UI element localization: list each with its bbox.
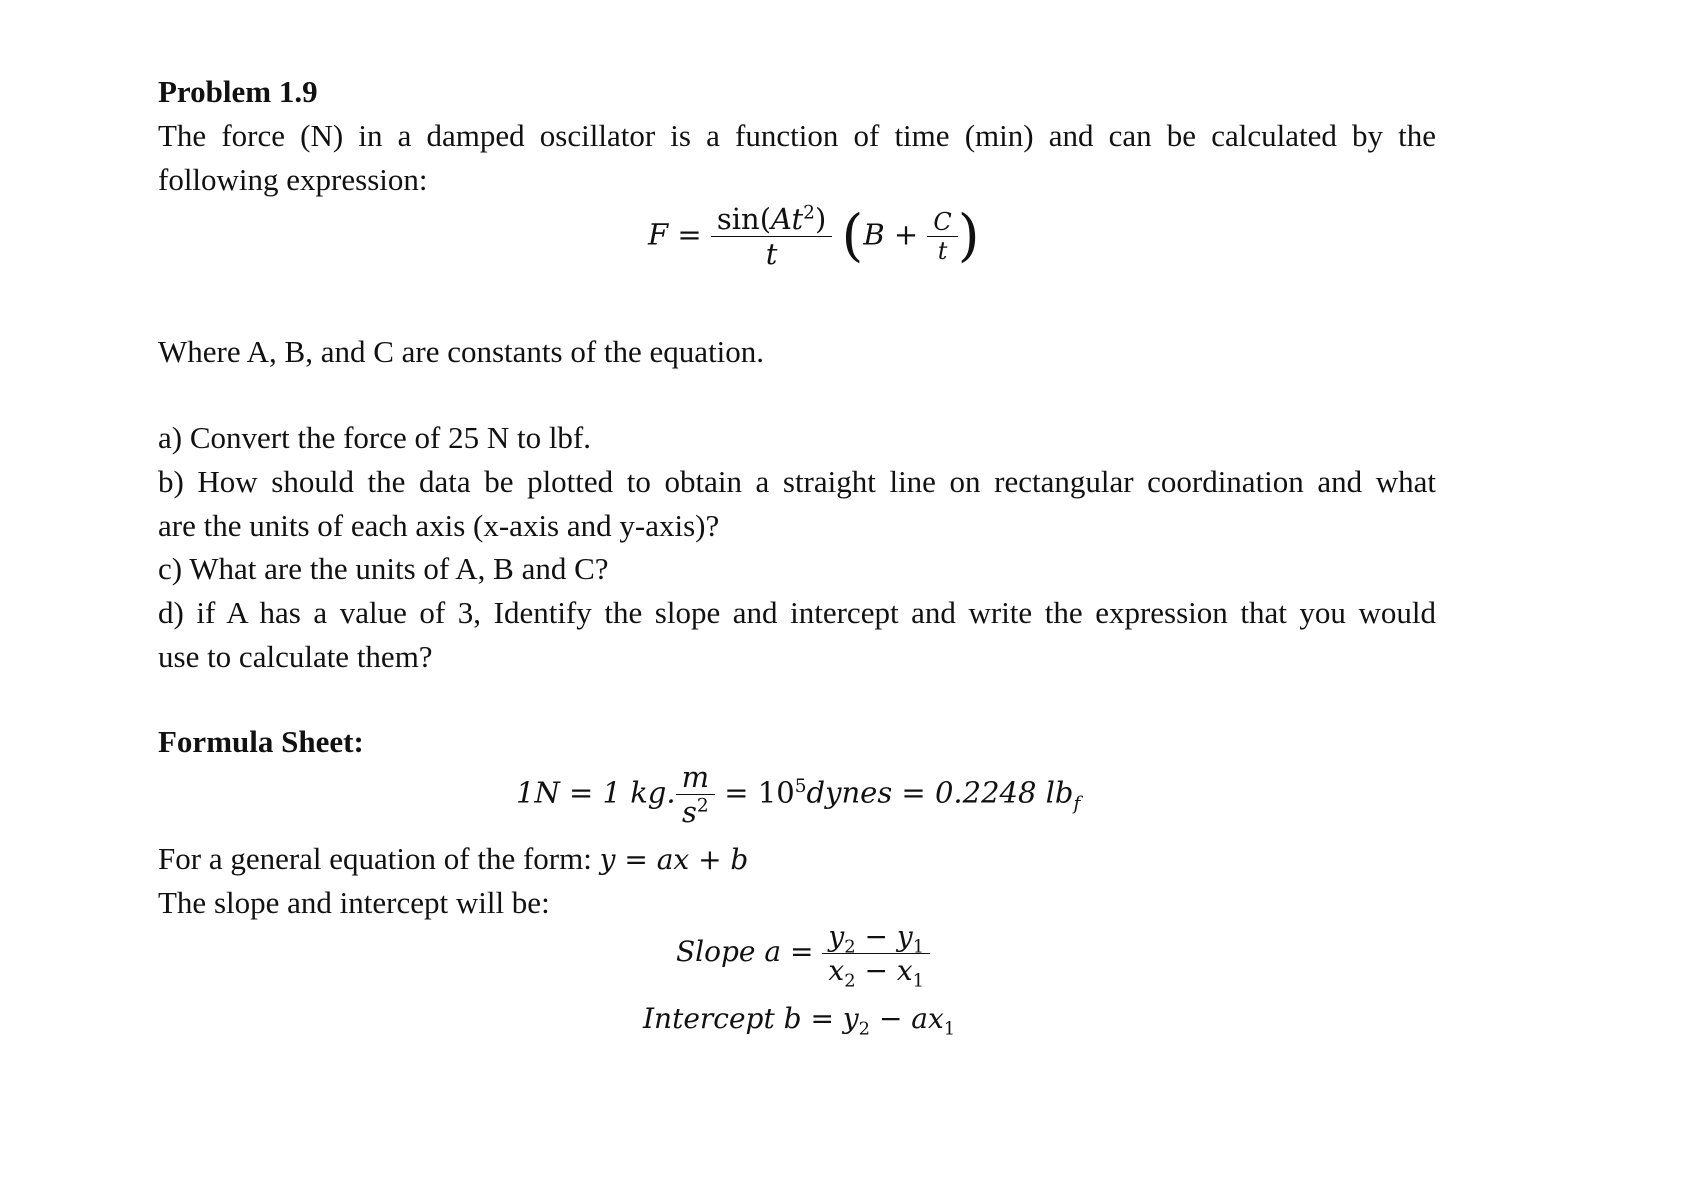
conv-sub: f — [1073, 793, 1081, 815]
intro-line-2: following expression: — [158, 162, 428, 197]
question-d-line-1: d) if A has a value of 3, Identify the slope and intercept and write the expression that you would — [158, 595, 1436, 630]
conv-part1: 1N = 1 kg. — [516, 775, 676, 810]
eq-c-fraction — [927, 208, 957, 265]
conversion-equation — [516, 760, 1080, 829]
intercept-label: Intercept b = y — [643, 1002, 859, 1035]
problem-title: Problem 1.9 — [158, 74, 318, 109]
intercept-sub2: 2 — [858, 1018, 871, 1040]
conv-part3: dynes = 0.2248 lb — [806, 775, 1074, 810]
conv-frac-den-exp: 2 — [696, 795, 709, 817]
slope-den-minus: − x — [855, 954, 913, 987]
eq-num-var: At — [771, 202, 804, 236]
slope-label: Slope a = — [676, 935, 814, 968]
general-equation-line — [158, 835, 748, 883]
eq-c-den: t — [937, 237, 948, 265]
question-c: c) What are the units of A, B and C? — [158, 551, 609, 586]
intercept-formula — [643, 1002, 956, 1040]
intercept-sub1: 1 — [943, 1018, 956, 1040]
general-text: For a general equation of the form: — [158, 841, 600, 876]
slope-num-y2: y — [828, 920, 845, 953]
eq-denominator: t — [765, 237, 778, 271]
slope-num-sub1: 1 — [912, 936, 925, 958]
slope-formula — [676, 920, 930, 992]
eq-main-fraction — [711, 202, 832, 271]
eq-sin: sin( — [716, 202, 772, 236]
eq-paren-close: ) — [957, 203, 980, 269]
slope-num-sub2: 2 — [844, 936, 856, 958]
eq-lhs: F — [648, 217, 669, 252]
formula-sheet-title: Formula Sheet: — [158, 724, 364, 759]
eq-c-num: C — [927, 208, 957, 237]
question-a: a) Convert the force of 25 N to lbf. — [158, 420, 592, 455]
conv-frac-num: m — [676, 760, 716, 795]
conv-exp: 5 — [794, 775, 807, 797]
slope-num-minus: − y — [855, 920, 913, 953]
eq-num-exp: 2 — [803, 202, 815, 224]
eq-term-b: B + — [863, 217, 919, 252]
question-d-line-2: use to calculate them? — [158, 639, 433, 674]
general-eq: y = ax + b — [599, 843, 749, 876]
eq-equals: = — [677, 217, 702, 252]
question-b-line-2: are the units of each axis (x-axis and y-axis)? — [158, 508, 720, 543]
eq-num-close: ) — [814, 202, 827, 236]
question-b-line-1: b) How should the data be plotted to obtain a straight line on rectangular coordination and what — [158, 464, 1436, 499]
conv-frac-den: s — [681, 795, 697, 829]
conv-part2: = 10 — [715, 775, 795, 810]
conv-fraction — [676, 760, 716, 829]
intro-line-1: The force (N) in a damped oscillator is a function of time (min) and can be calculated by the — [158, 118, 1436, 153]
slope-fraction — [822, 920, 930, 992]
slope-den-x2: x — [828, 954, 845, 987]
intercept-mid: − ax — [870, 1002, 944, 1035]
slope-den-sub2: 2 — [844, 970, 856, 992]
slope-den-sub1: 1 — [912, 970, 925, 992]
force-equation — [648, 202, 980, 271]
constants-note: Where A, B, and C are constants of the equation. — [158, 334, 765, 369]
eq-paren-open: ( — [841, 203, 864, 269]
slope-intro: The slope and intercept will be: — [158, 885, 550, 920]
